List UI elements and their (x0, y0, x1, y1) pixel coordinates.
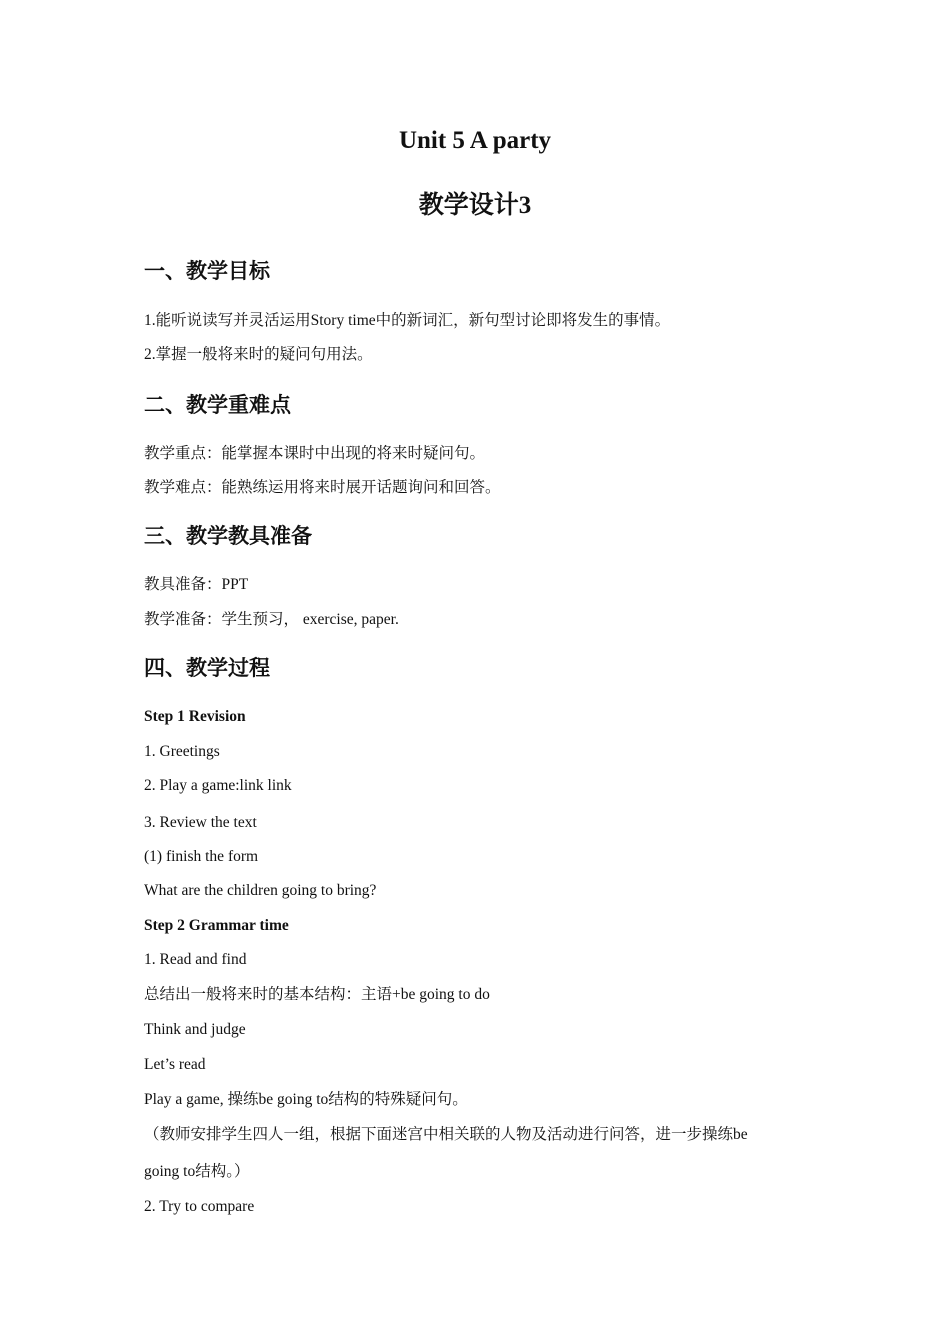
step1-line: 2. Play a game:link link (144, 777, 292, 794)
section-heading-key-points: 二、教学重难点 (144, 393, 291, 417)
goal-line-2: 2.掌握一般将来时的疑问句用法。 (144, 346, 373, 363)
step1-line: (1) finish the form (144, 848, 259, 865)
step2-line: Play a game, 操练be going to结构的特殊疑问句。 (144, 1091, 468, 1108)
step2-line: 2. Try to compare (144, 1198, 255, 1215)
document-title: Unit 5 A party (398, 127, 552, 154)
step1-line: 1. Greetings (144, 743, 220, 760)
key-point-line: 教学重点：能掌握本课时中出现的将来时疑问句。 (144, 445, 486, 462)
difficulty-line: 教学难点：能熟练运用将来时展开话题询问和回答。 (144, 479, 501, 496)
step2-line: 总结出一般将来时的基本结构：主语+be going to do (144, 986, 490, 1003)
section-heading-materials: 三、教学教具准备 (144, 524, 312, 548)
document-subtitle: 教学设计3 (418, 192, 532, 219)
step1-line: 3. Review the text (144, 814, 257, 831)
step2-line: Think and judge (144, 1021, 246, 1038)
materials-teacher-line: 教具准备：PPT (144, 576, 249, 593)
step2-line: （教师安排学生四人一组，根据下面迷宫中相关联的人物及活动进行问答，进一步操练be (144, 1126, 748, 1143)
goal-line-1: 1.能听说读写并灵活运用Story time中的新词汇，新句型讨论即将发生的事情。 (144, 312, 671, 329)
step2-title: Step 2 Grammar time (144, 917, 289, 934)
step2-line: Let’s read (144, 1056, 206, 1073)
section-heading-process: 四、教学过程 (144, 656, 270, 680)
step2-line: 1. Read and find (144, 951, 247, 968)
materials-student-line: 教学准备：学生预习， exercise, paper. (144, 611, 399, 628)
step2-line: going to结构。） (144, 1163, 250, 1180)
step1-line: What are the children going to bring? (144, 882, 377, 899)
section-heading-goals: 一、教学目标 (144, 259, 270, 283)
step1-title: Step 1 Revision (144, 708, 246, 725)
